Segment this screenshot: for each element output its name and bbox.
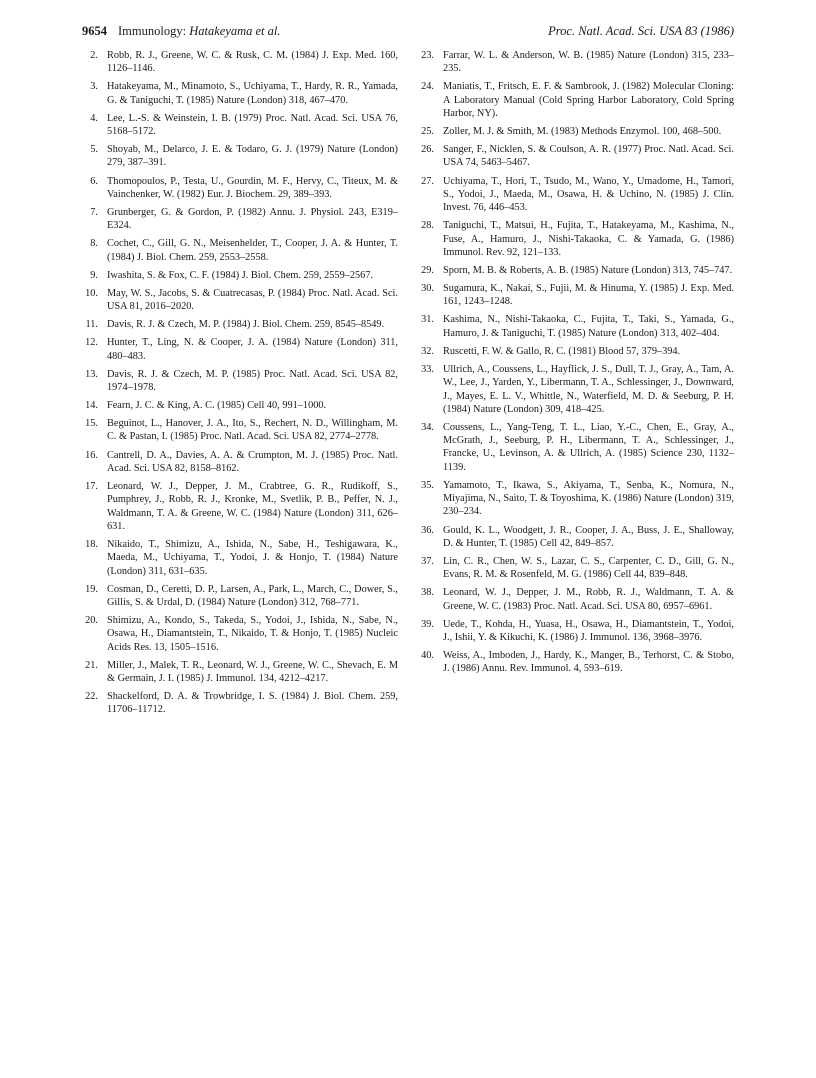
- reference-text: Leonard, W. J., Depper, J. M., Crabtree, G. R., Rudikoff, S., Pumphrey, J., Robb, R. J., Kronke, M., Svetlik, P. B., Peffer, N. J., Waldmann, T. A. & Greene, W. C. (1984) Nature (London) 311, 626–631.: [107, 480, 398, 532]
- reference-text: Beguinot, L., Hanover, J. A., Ito, S., Rechert, N. D., Willingham, M. C. & Pastan, I. (1985) Proc. Natl. Acad. Sci. USA 82, 2774–2778.: [107, 418, 398, 443]
- reference-item: [82, 449, 398, 476]
- reference-number: 21.: [85, 659, 98, 671]
- reference-text: Cantrell, D. A., Davies, A. A. & Crumpton, M. J. (1985) Proc. Natl. Acad. Sci. USA 82, 8158–8162.: [107, 449, 398, 474]
- reference-number: 30.: [421, 283, 434, 295]
- reference-item: [418, 345, 734, 358]
- reference-item: [82, 112, 398, 139]
- reference-number: 36.: [421, 524, 434, 536]
- reference-item: [418, 479, 734, 519]
- reference-text: Uchiyama, T., Hori, T., Tsudo, M., Wano, Y., Umadome, H., Tamori, S., Yodoi, J., Maeda, M., Osawa, H. & Uchino, N. (1985) J. Clin. Invest. 76, 446–453.: [443, 175, 734, 214]
- reference-number: 32.: [421, 345, 434, 357]
- reference-text: Coussens, L., Yang-Teng, T. L., Liao, Y.-C., Chen, E., Gray, A., McGrath, J., Seeburg, P. H., Libermann, T. A., Schlessinger, J., Francke, U., Levinson, A. & Ullrich, A. (1985) Science 230, 1132–1139.: [443, 421, 734, 473]
- reference-number: 35.: [421, 479, 434, 491]
- page-number: 9654: [82, 24, 107, 38]
- reference-item: [82, 143, 398, 170]
- reference-number: 19.: [85, 583, 98, 595]
- reference-item: [82, 206, 398, 233]
- running-title: [118, 22, 280, 40]
- reference-number: 3.: [90, 81, 98, 93]
- reference-item: [418, 125, 734, 138]
- reference-number: 40.: [421, 650, 434, 662]
- reference-number: 23.: [421, 50, 434, 61]
- reference-number: 8.: [90, 238, 98, 250]
- reference-item: [82, 368, 398, 395]
- reference-item: [82, 318, 398, 331]
- page-header: [82, 22, 734, 40]
- reference-number: 16.: [85, 449, 98, 461]
- reference-number: 28.: [421, 220, 434, 232]
- reference-number: 18.: [85, 538, 98, 550]
- reference-item: [418, 524, 734, 551]
- reference-number: 33.: [421, 363, 434, 375]
- reference-text: Gould, K. L., Woodgett, J. R., Cooper, J. A., Buss, J. E., Shalloway, D. & Hunter, T. (1985) Cell 42, 849–857.: [443, 524, 734, 549]
- reference-text: Farrar, W. L. & Anderson, W. B. (1985) Nature (London) 315, 233–235.: [443, 50, 734, 75]
- reference-number: 11.: [85, 319, 98, 331]
- reference-number: 27.: [421, 175, 434, 187]
- reference-item: [418, 618, 734, 645]
- reference-text: Uede, T., Kohda, H., Yuasa, H., Osawa, H., Diamantstein, T., Yodoi, J., Ishii, Y. & Kikuchi, K. (1986) J. Immunol. 136, 3968–3976.: [443, 618, 734, 644]
- reference-text: Hunter, T., Ling, N. & Cooper, J. A. (1984) Nature (London) 311, 480–483.: [107, 337, 398, 362]
- reference-text: Yamamoto, T., Ikawa, S., Akiyama, T., Senba, K., Nomura, N., Miyajima, N., Saito, T. & Toyoshima, K. (1986) Nature (London) 319, 230–234.: [443, 479, 734, 518]
- reference-item: [82, 336, 398, 363]
- reference-item: [418, 175, 734, 215]
- reference-number: 38.: [421, 587, 434, 599]
- reference-text: Iwashita, S. & Fox, C. F. (1984) J. Biol. Chem. 259, 2559–2567.: [107, 269, 374, 281]
- reference-number: 13.: [85, 368, 98, 380]
- reference-number: 37.: [421, 555, 434, 567]
- reference-item: [418, 363, 734, 416]
- reference-number: 10.: [85, 287, 98, 299]
- reference-text: Davis, R. J. & Czech, M. P. (1984) J. Biol. Chem. 259, 8545–8549.: [107, 319, 385, 331]
- reference-text: Ullrich, A., Coussens, L., Hayflick, J. S., Dull, T. J., Gray, A., Tam, A. W., Lee, J., Yarden, Y., Libermann, T. A., Schlessinger, J., Downward, J., Mayes, E. L. V., Whittle, N., Waterfield, M. D. & Seeburg, P. H. (1984) Nature (London) 309, 418–425.: [443, 363, 734, 415]
- reference-item: [418, 143, 734, 170]
- reference-item: [82, 480, 398, 533]
- references-right-column: [418, 49, 734, 681]
- reference-text: Lin, C. R., Chen, W. S., Lazar, C. S., Carpenter, C. D., Gill, G. N., Evans, R. M. & Rosenfeld, M. G. (1986) Cell 44, 839–848.: [443, 555, 734, 581]
- reference-text: Robb, R. J., Greene, W. C. & Rusk, C. M. (1984) J. Exp. Med. 160, 1126–1146.: [107, 50, 398, 75]
- reference-item: [418, 49, 734, 76]
- reference-text: Zoller, M. J. & Smith, M. (1983) Methods Enzymol. 100, 468–500.: [443, 126, 722, 138]
- reference-number: 26.: [421, 144, 434, 156]
- reference-item: [82, 690, 398, 717]
- reference-number: 29.: [421, 264, 434, 276]
- reference-item: [418, 264, 734, 277]
- reference-text: May, W. S., Jacobs, S. & Cuatrecasas, P. (1984) Proc. Natl. Acad. Sci. USA 81, 2016–2020.: [107, 287, 398, 313]
- reference-number: 6.: [90, 175, 98, 187]
- running-title-section: Immunology:: [118, 24, 190, 38]
- reference-text: Davis, R. J. & Czech, M. P. (1985) Proc. Natl. Acad. Sci. USA 82, 1974–1978.: [107, 368, 398, 393]
- reference-number: 39.: [421, 618, 434, 630]
- reference-text: Cosman, D., Ceretti, D. P., Larsen, A., Park, L., March, C., Dower, S., Gillis, S. & Urdal, D. (1984) Nature (London) 312, 768–771.: [107, 583, 398, 608]
- reference-text: Shimizu, A., Kondo, S., Takeda, S., Yodoi, J., Ishida, N., Sabe, N., Osawa, H., Diamantstein, T., Nikaido, T. & Honjo, T. (1985) Nucleic Acids Res. 13, 1505–1516.: [107, 615, 398, 653]
- reference-text: Nikaido, T., Shimizu, A., Ishida, N., Sabe, H., Teshigawara, K., Maeda, M., Uchiyama, T., Yodoi, J. & Honjo, T. (1984) Nature (London) 311, 631–635.: [107, 538, 398, 577]
- reference-number: 2.: [90, 50, 98, 61]
- reference-item: [82, 583, 398, 610]
- journal-citation: Proc. Natl. Acad. Sci. USA 83 (1986): [548, 24, 734, 38]
- reference-number: 14.: [85, 400, 98, 412]
- reference-text: Sanger, F., Nicklen, S. & Coulson, A. R. (1977) Proc. Natl. Acad. Sci. USA 74, 5463–5467.: [443, 144, 734, 169]
- reference-text: Weiss, A., Imboden, J., Hardy, K., Manger, B., Terhorst, C. & Stobo, J. (1986) Annu. Rev. Immunol. 4, 593–619.: [443, 650, 734, 675]
- reference-text: Lee, L.-S. & Weinstein, I. B. (1979) Proc. Natl. Acad. Sci. USA 76, 5168–5172.: [107, 112, 398, 138]
- reference-number: 17.: [85, 480, 98, 492]
- reference-number: 12.: [85, 337, 98, 349]
- reference-item: [418, 649, 734, 676]
- reference-item: [82, 659, 398, 686]
- reference-item: [82, 417, 398, 444]
- reference-number: 5.: [90, 144, 98, 156]
- reference-text: Sporn, M. B. & Roberts, A. B. (1985) Nature (London) 313, 745–747.: [443, 264, 733, 276]
- reference-item: [82, 175, 398, 202]
- reference-item: [82, 399, 398, 412]
- reference-number: 20.: [85, 615, 98, 627]
- reference-text: Thomopoulos, P., Testa, U., Gourdin, M. F., Hervy, C., Titeux, M. & Vainchenker, W. (1982) Eur. J. Biochem. 29, 389–393.: [107, 175, 398, 200]
- reference-number: 4.: [90, 112, 98, 124]
- running-title-authors: Hatakeyama et al.: [189, 24, 281, 38]
- reference-text: Ruscetti, F. W. & Gallo, R. C. (1981) Blood 57, 379–394.: [443, 345, 681, 357]
- reference-text: Shoyab, M., Delarco, J. E. & Todaro, G. J. (1979) Nature (London) 279, 387–391.: [107, 144, 398, 169]
- reference-text: Grunberger, G. & Gordon, P. (1982) Annu. J. Physiol. 243, E319–E324.: [107, 206, 398, 232]
- reference-number: 34.: [421, 421, 434, 433]
- reference-number: 31.: [421, 314, 434, 326]
- reference-number: 24.: [421, 81, 434, 93]
- reference-text: Fearn, J. C. & King, A. C. (1985) Cell 40, 991–1000.: [107, 400, 327, 412]
- reference-number: 7.: [90, 206, 98, 218]
- reference-text: Leonard, W. J., Depper, J. M., Robb, R. J., Waldmann, T. A. & Greene, W. C. (1983) Proc. Natl. Acad. Sci. USA 80, 6957–6961.: [443, 587, 734, 612]
- reference-item: [82, 269, 398, 282]
- reference-text: Miller, J., Malek, T. R., Leonard, W. J., Greene, W. C., Shevach, E. M & Germain, J. I. (1985) J. Immunol. 134, 4212–4217.: [107, 659, 398, 685]
- reference-item: [82, 614, 398, 654]
- reference-item: [418, 421, 734, 474]
- references-left-column: [82, 49, 398, 722]
- reference-number: 9.: [90, 269, 98, 281]
- reference-item: [82, 80, 398, 107]
- reference-number: 22.: [85, 691, 98, 703]
- reference-text: Taniguchi, T., Matsui, H., Fujita, T., Hatakeyama, M., Kashima, N., Fuse, A., Hamuro, J., Nishi-Takaoka, C. & Yamada, G. (1986) Immunol. Rev. 92, 121–133.: [443, 220, 734, 258]
- reference-text: Maniatis, T., Fritsch, E. F. & Sambrook, J. (1982) Molecular Cloning: A Laboratory Manual (Cold Spring Harbor Laboratory, Cold Spring Harbor, NY).: [443, 81, 734, 119]
- reference-item: [418, 313, 734, 340]
- reference-text: Hatakeyama, M., Minamoto, S., Uchiyama, T., Hardy, R. R., Yamada, G. & Taniguchi, T. (1985) Nature (London) 318, 467–470.: [107, 81, 398, 106]
- reference-text: Cochet, C., Gill, G. N., Meisenhelder, T., Cooper, J. A. & Hunter, T. (1984) J. Biol. Chem. 259, 2553–2558.: [107, 238, 398, 263]
- reference-number: 25.: [421, 126, 434, 138]
- reference-item: [82, 49, 398, 76]
- reference-text: Sugamura, K., Nakai, S., Fujii, M. & Hinuma, Y. (1985) J. Exp. Med. 161, 1243–1248.: [443, 283, 734, 308]
- reference-item: [418, 586, 734, 613]
- reference-text: Shackelford, D. A. & Trowbridge, I. S. (1984) J. Biol. Chem. 259, 11706–11712.: [107, 691, 398, 716]
- reference-item: [418, 555, 734, 582]
- reference-item: [418, 219, 734, 259]
- reference-text: Kashima, N., Nishi-Takaoka, C., Fujita, T., Taki, S., Yamada, G., Hamuro, J. & Taniguchi, T. (1985) Nature (London) 313, 402–404.: [443, 314, 734, 339]
- reference-item: [82, 237, 398, 264]
- reference-item: [82, 287, 398, 314]
- reference-item: [418, 80, 734, 120]
- reference-item: [418, 282, 734, 309]
- reference-number: 15.: [85, 418, 98, 430]
- reference-item: [82, 538, 398, 578]
